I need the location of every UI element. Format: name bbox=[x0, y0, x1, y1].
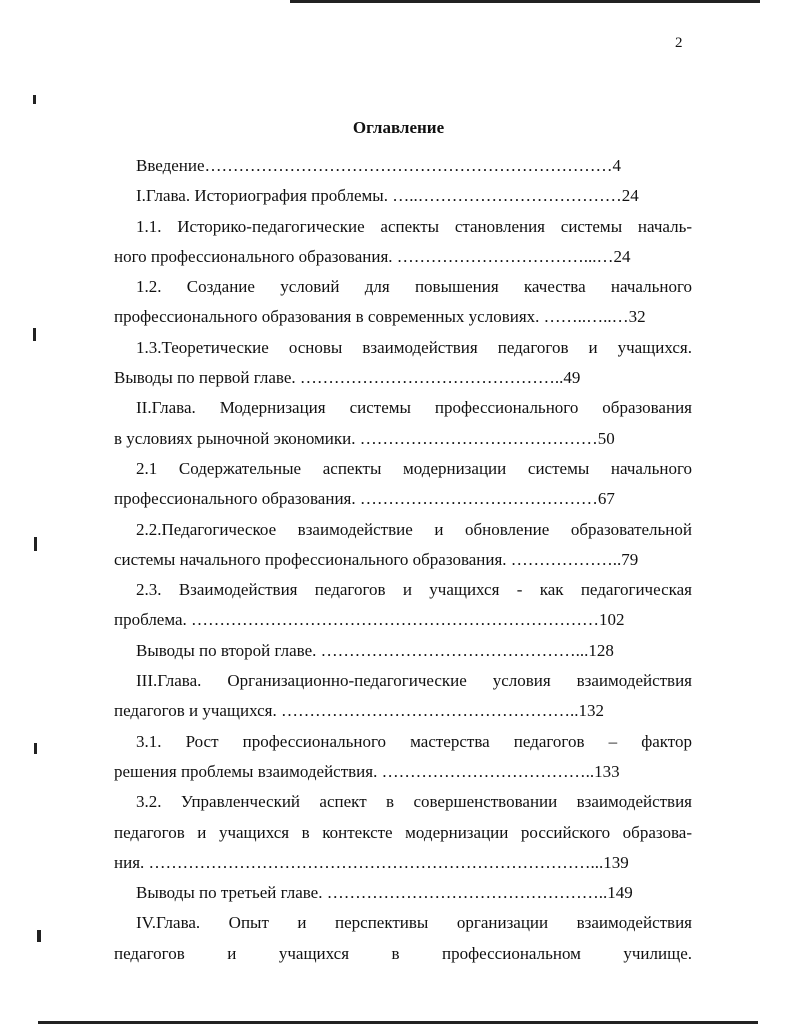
scan-mark bbox=[33, 328, 36, 341]
toc-line: 1.1. Историко-педагогические аспекты становления системы началь- bbox=[136, 216, 692, 236]
toc-line: профессионального образования. ……………………………………67 bbox=[114, 489, 615, 509]
toc-line: III.Глава. Организационно-педагогические условия взаимодействия bbox=[136, 671, 692, 691]
top-scan-edge bbox=[290, 0, 760, 3]
toc-line: ния. ……………………………………………………………………...139 bbox=[114, 852, 629, 872]
document-title: Оглавление bbox=[352, 118, 445, 137]
toc-line: IV.Глава. Опыт и перспективы организации взаимодействия bbox=[136, 913, 692, 933]
toc-line: педагогов и учащихся в контексте модернизации российского образова- bbox=[114, 822, 692, 842]
scan-mark bbox=[34, 537, 37, 551]
scan-mark bbox=[33, 95, 36, 104]
toc-line: II.Глава. Модернизация системы профессионального образования bbox=[136, 398, 692, 418]
toc-line: Введение………………………………………………………………4 bbox=[136, 156, 622, 175]
toc-line: 2.2.Педагогическое взаимодействие и обновление образовательной bbox=[136, 519, 692, 539]
toc-line: Выводы по первой главе. ………………………………………..49 bbox=[114, 368, 581, 388]
toc-line: в условиях рыночной экономики. ……………………………………50 bbox=[114, 428, 615, 448]
scan-mark bbox=[34, 743, 37, 754]
toc-line: системы начального профессионального образования. ………………..79 bbox=[114, 549, 639, 569]
toc-line: 2.1 Содержательные аспекты модернизации системы начального bbox=[136, 458, 692, 478]
toc-line: 1.2. Создание условий для повышения качества начального bbox=[136, 277, 692, 297]
toc-line: 3.1. Рост профессионального мастерства педагогов – фактор bbox=[136, 731, 692, 751]
toc-line: педагогов и учащихся в профессиональном училище. bbox=[114, 943, 692, 963]
toc-line: Выводы по третьей главе. …………………………………………..149 bbox=[136, 883, 633, 903]
toc-line: 3.2. Управленческий аспект в совершенствовании взаимодействия bbox=[136, 792, 692, 812]
toc-line: педагогов и учащихся. ……………………………………………..132 bbox=[114, 701, 604, 721]
toc-line: 2.3. Взаимодействия педагогов и учащихся - как педагогическая bbox=[136, 580, 692, 600]
bottom-scan-edge bbox=[38, 1021, 758, 1024]
table-of-contents bbox=[114, 151, 692, 969]
toc-line: ного профессионального образования. ……………………………...…24 bbox=[114, 246, 631, 266]
toc-line: проблема. ………………………………………………………………102 bbox=[114, 610, 625, 630]
toc-line: I.Глава. Историография проблемы. …..………………………………24 bbox=[136, 186, 639, 206]
scan-mark bbox=[37, 930, 41, 942]
toc-line: профессионального образования в современных условиях. ……..…..…32 bbox=[114, 307, 646, 327]
toc-line: Выводы по второй главе. ………………………………………...128 bbox=[136, 640, 614, 660]
page-number: 2 bbox=[675, 35, 683, 51]
toc-line: решения проблемы взаимодействия. ………………………………..133 bbox=[114, 761, 620, 781]
toc-line: 1.3.Теоретические основы взаимодействия педагогов и учащихся. bbox=[136, 337, 692, 357]
